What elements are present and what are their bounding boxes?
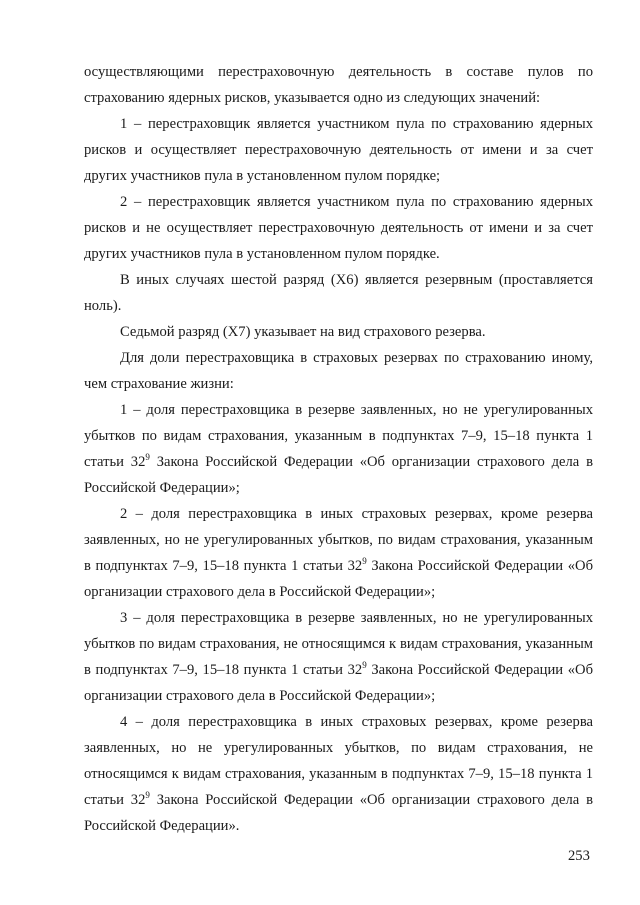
superscript: 9 bbox=[145, 790, 150, 800]
paragraph-text: 4 – доля перестраховщика в иных страховых резервах, кроме резерва заявленных, но не урегулированных убытков, по видам страхования, не относящимся к видам страхования, указанным в подпунктах 7–9, 15–18 пункта 1 статьи 32 bbox=[84, 714, 593, 808]
paragraph-reserve-3 bbox=[84, 605, 593, 709]
paragraph-option-2: 2 – перестраховщик является участником пула по страхованию ядерных рисков и не осуществляет перестраховочную деятельность от имени и за счет других участников пула в установленном пулом порядке. bbox=[84, 194, 593, 262]
paragraph-reserve-1 bbox=[84, 397, 593, 501]
paragraph-text: Закона Российской Федерации «Об организации страхового дела в Российской Федерации». bbox=[84, 792, 593, 834]
paragraph-seventh-digit: Седьмой разряд (Х7) указывает на вид страхового резерва. bbox=[120, 324, 486, 340]
paragraph-text: 1 – доля перестраховщика в резерве заявленных, но не урегулированных убытков по видам страхования, указанным в подпунктах 7–9, 15–18 пункта 1 статьи 32 bbox=[84, 402, 593, 470]
paragraph-reserve-case: В иных случаях шестой разряд (Х6) является резервным (проставляется ноль). bbox=[84, 272, 593, 314]
paragraph-option-1: 1 – перестраховщик является участником пула по страхованию ядерных рисков и осуществляет перестраховочную деятельность от имени и за счет других участников пула в установленном пулом порядке; bbox=[84, 116, 593, 184]
document-body bbox=[84, 59, 593, 839]
paragraph-text: 2 – доля перестраховщика в иных страховых резервах, кроме резерва заявленных, но не урегулированных убытков, по видам страхования, указанным в подпунктах 7–9, 15–18 пункта 1 статьи 32 bbox=[84, 506, 593, 574]
paragraph-text: 3 – доля перестраховщика в резерве заявленных, но не урегулированных убытков по видам страхования, не относящимся к видам страхования, указанным в подпунктах 7–9, 15–18 пункта 1 статьи 32 bbox=[84, 610, 593, 678]
superscript: 9 bbox=[362, 660, 367, 670]
superscript: 9 bbox=[145, 452, 150, 462]
paragraph-reserve-4 bbox=[84, 709, 593, 839]
page-number: 253 bbox=[568, 848, 590, 864]
paragraph-continuation: осуществляющими перестраховочную деятельность в составе пулов по страхованию ядерных рисков, указывается одно из следующих значений: bbox=[84, 64, 593, 106]
paragraph-text: Закона Российской Федерации «Об организации страхового дела в Российской Федерации»; bbox=[84, 454, 593, 496]
paragraph-text: Закона Российской Федерации «Об организации страхового дела в Российской Федерации»; bbox=[84, 558, 593, 600]
paragraph-non-life-intro: Для доли перестраховщика в страховых резервах по страхованию иному, чем страхование жизни: bbox=[84, 350, 593, 392]
paragraph-text: Закона Российской Федерации «Об организации страхового дела в Российской Федерации»; bbox=[84, 662, 593, 704]
superscript: 9 bbox=[362, 556, 367, 566]
paragraph-reserve-2 bbox=[84, 501, 593, 605]
